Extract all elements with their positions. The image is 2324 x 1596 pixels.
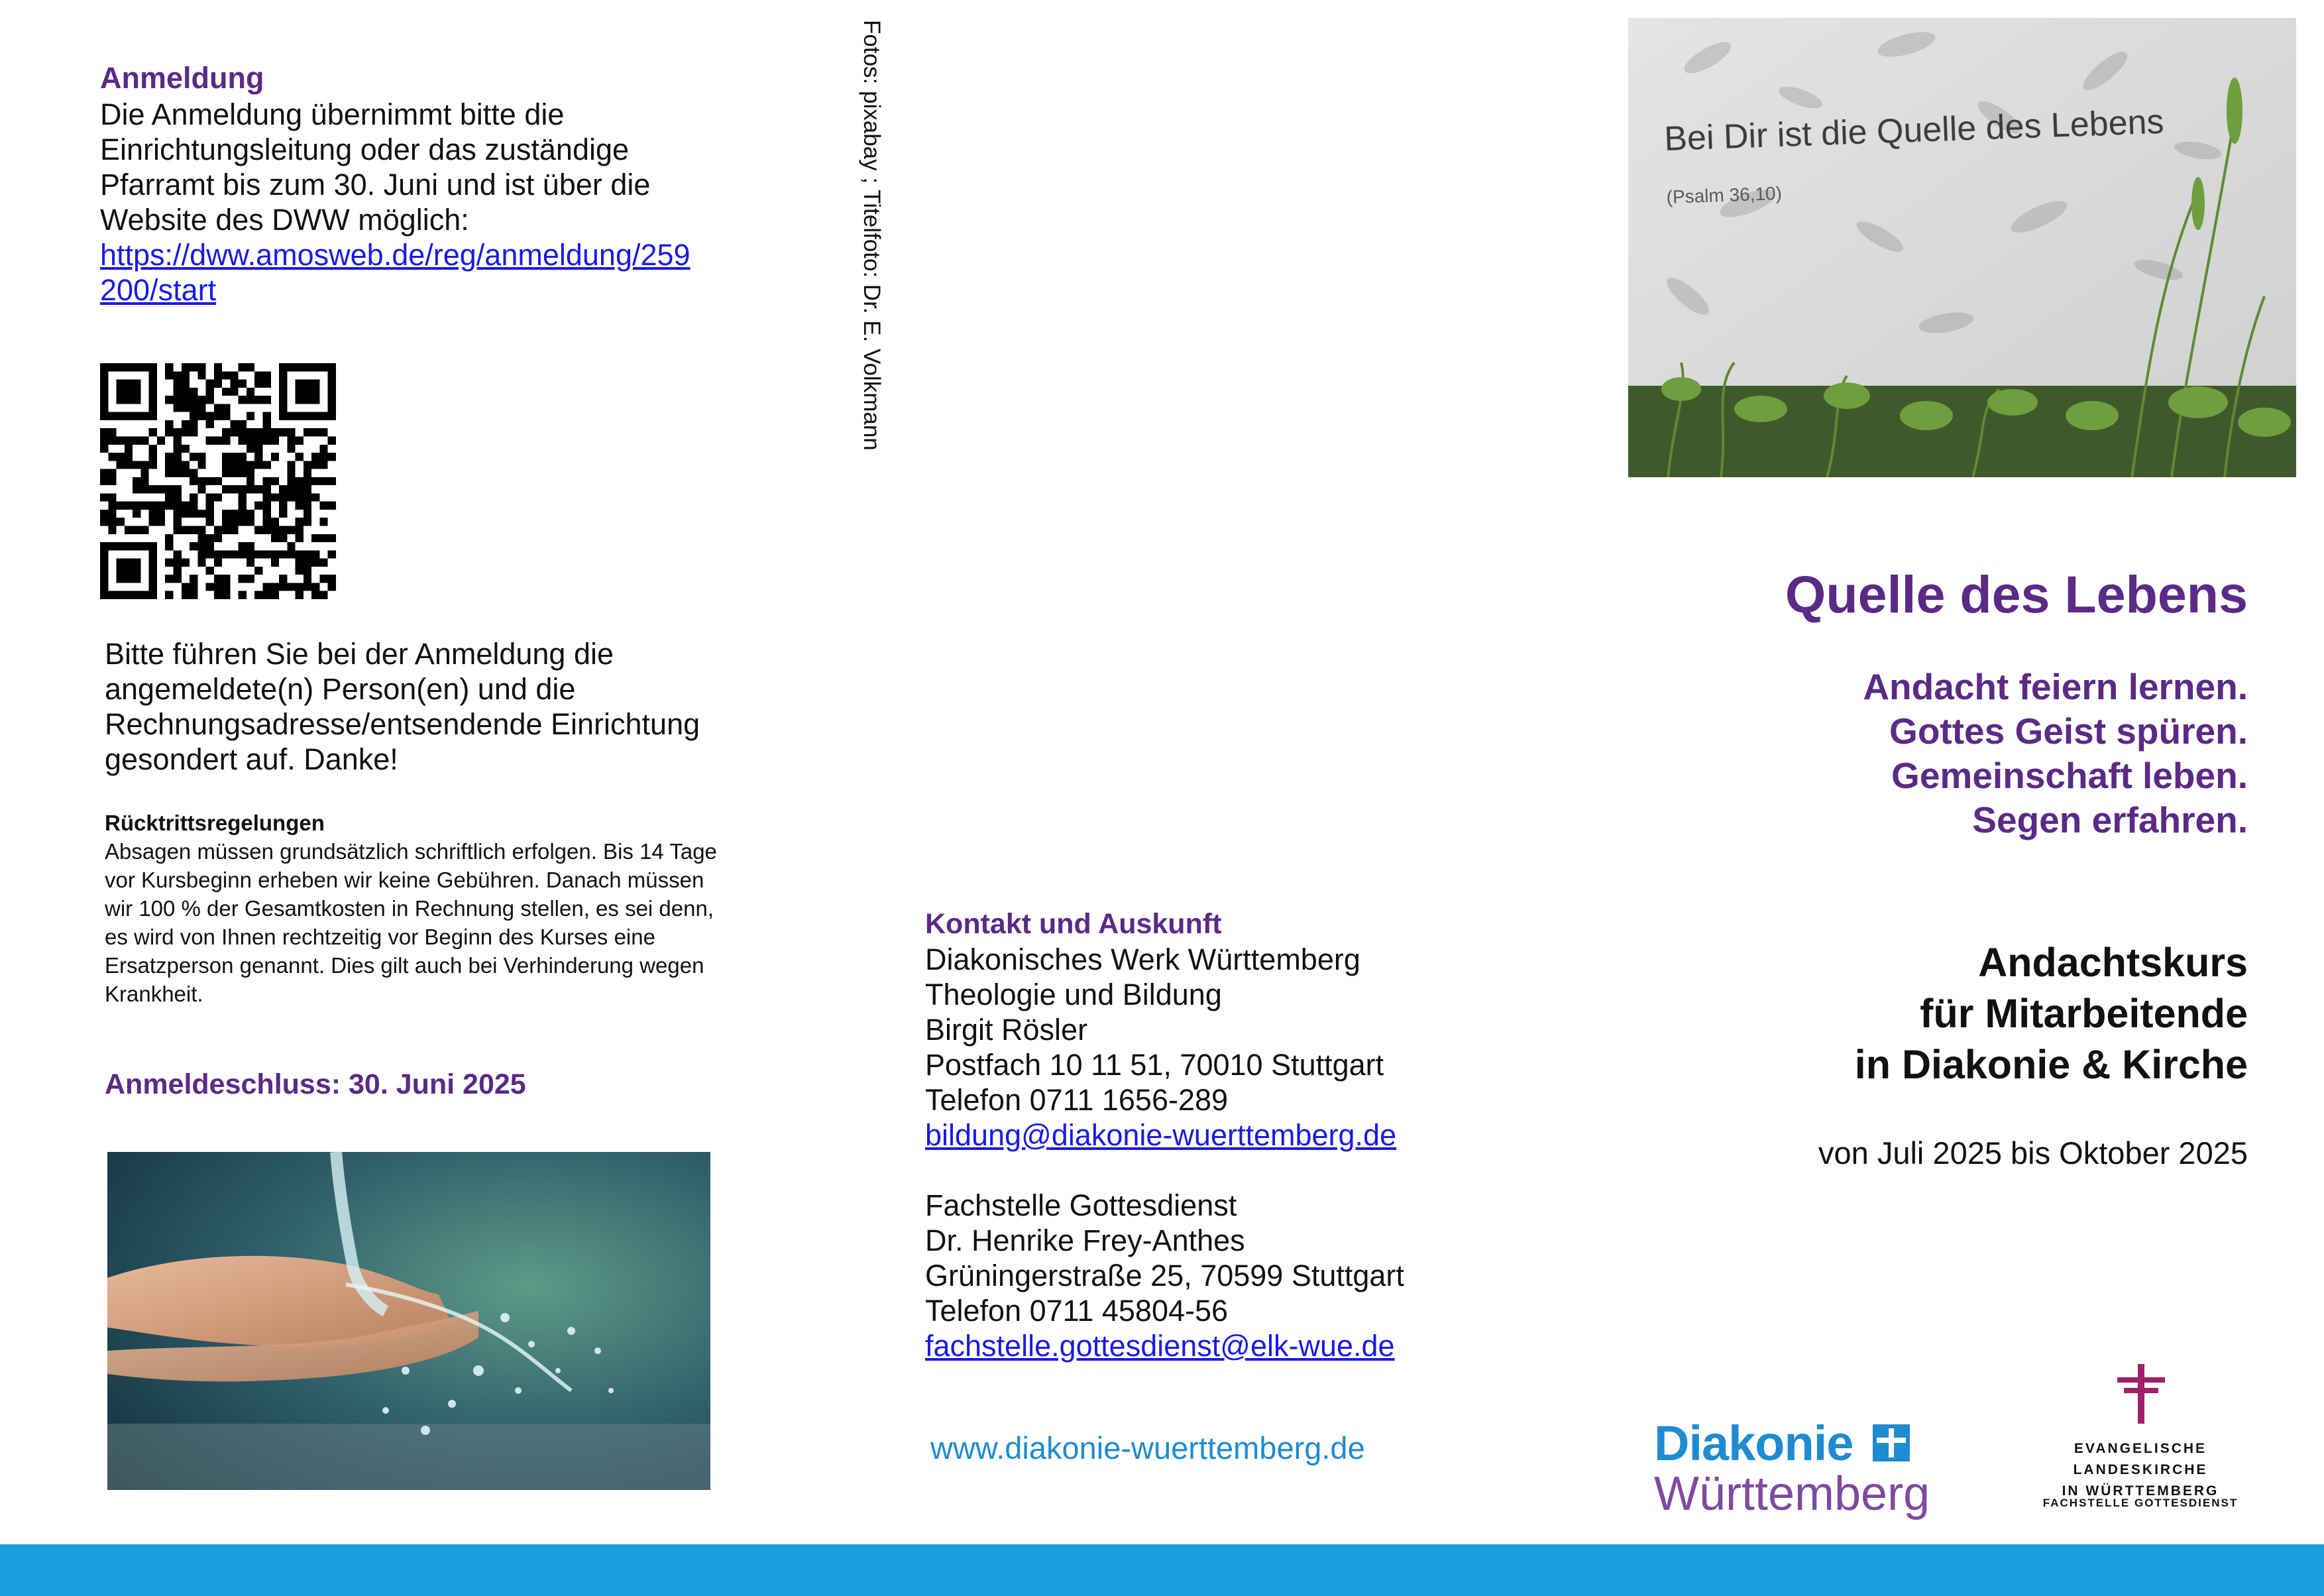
course-line: Andachtskurs (1978, 940, 2248, 985)
website-link[interactable]: www.diakonie-wuerttemberg.de (930, 1430, 1365, 1465)
contact-heading: Kontakt und Auskunft (925, 908, 1222, 940)
org-email-link[interactable]: bildung@diakonie-wuerttemberg.de (925, 1118, 1397, 1152)
contact-line: Telefon 0711 45804-56 (925, 1294, 1229, 1328)
registration-notice: Bitte führen Sie bei der Anmeldung die angemeldete(n) Person(en) und die Rechnungsadresse/entsendende Einrichtung gesondert auf. Danke! (105, 637, 700, 776)
contact-line: Postfach 10 11 51, 70010 Stuttgart (925, 1048, 1384, 1082)
photo-inscription: Bei Dir ist die Quelle des Lebens (1663, 102, 2165, 158)
tagline-line: Gottes Geist spüren. (1889, 711, 2248, 752)
contact-line: Dr. Henrike Frey-Anthes (925, 1224, 1245, 1257)
diakonie-region-text: Württemberg (1654, 1467, 1930, 1520)
tagline-line: Segen erfahren. (1972, 799, 2248, 840)
tagline (1863, 665, 2248, 842)
elk-logo (2008, 1364, 2273, 1523)
photo-credit: Fotos: pixabay ; Titelfoto: Dr. E. Volkmann (859, 20, 885, 451)
contact-line: Grüningerstraße 25, 70599 Stuttgart (925, 1259, 1404, 1292)
withdrawal-text: Absagen müssen grundsätzlich schriftlich erfolgen. Bis 14 Tage vor Kursbeginn erheben wir keine Gebühren. Danach müssen wir 100 % der Gesamtkosten in Rechnung stellen, es sei denn, es wird von Ihnen rechtzeitig vor Beginn des Kurses eine Ersatzperson genannt. Dies gilt auch bei Verhinderung wegen Krankheit. (105, 839, 717, 1006)
footer-bar (0, 1544, 2324, 1596)
hands-water-photo (107, 1152, 710, 1490)
registration-body (100, 97, 696, 308)
contact-line: Diakonisches Werk Württemberg (925, 942, 1360, 976)
qr-code (100, 363, 336, 599)
course-line: für Mitarbeitende (1920, 991, 2248, 1036)
tagline-line: Andacht feiern lernen. (1863, 666, 2248, 707)
brochure-title: Quelle des Lebens (1785, 565, 2248, 624)
elk-name-line: IN WÜRTTEMBERG (2062, 1483, 2219, 1499)
diakonie-logo-text: Diakonie (1654, 1416, 1854, 1471)
office-email-link[interactable]: fachstelle.gottesdienst@elk-wue.de (925, 1329, 1395, 1363)
withdrawal-policy (105, 809, 728, 1008)
photo-reference: (Psalm 36,10) (1666, 182, 1783, 207)
tagline-line: Gemeinschaft leben. (1891, 755, 2248, 796)
registration-heading: Anmeldung (100, 61, 264, 95)
registration-link[interactable]: https://dww.amosweb.de/reg/anmeldung/259200/start (100, 238, 691, 307)
diakonie-cross-icon (1873, 1424, 1910, 1461)
registration-deadline: Anmeldeschluss: 30. Juni 2025 (105, 1068, 526, 1100)
cover-photo (1628, 18, 2296, 477)
withdrawal-title: Rücktrittsregelungen (105, 811, 325, 835)
course-title (1855, 937, 2248, 1090)
contact-line: Birgit Rösler (925, 1013, 1088, 1047)
diakonie-logo (1654, 1415, 1939, 1521)
contact-line: Theologie und Bildung (925, 978, 1222, 1011)
registration-text: Die Anmeldung übernimmt bitte die Einrichtungsleitung oder das zuständige Pfarramt bis zum 30. Juni und ist über die Website des DWW möglich: (100, 97, 651, 237)
course-dates: von Juli 2025 bis Oktober 2025 (1818, 1135, 2248, 1170)
contact-line: Fachstelle Gottesdienst (925, 1188, 1237, 1222)
contact-line: Telefon 0711 1656-289 (925, 1083, 1229, 1117)
church-cross-icon (2117, 1364, 2165, 1424)
elk-name-line: EVANGELISCHE LANDESKIRCHE (2073, 1441, 2208, 1477)
contact-block (925, 907, 1522, 1363)
course-line: in Diakonie & Kirche (1854, 1042, 2248, 1087)
elk-department: FACHSTELLE GOTTESDIENST (2042, 1497, 2239, 1509)
